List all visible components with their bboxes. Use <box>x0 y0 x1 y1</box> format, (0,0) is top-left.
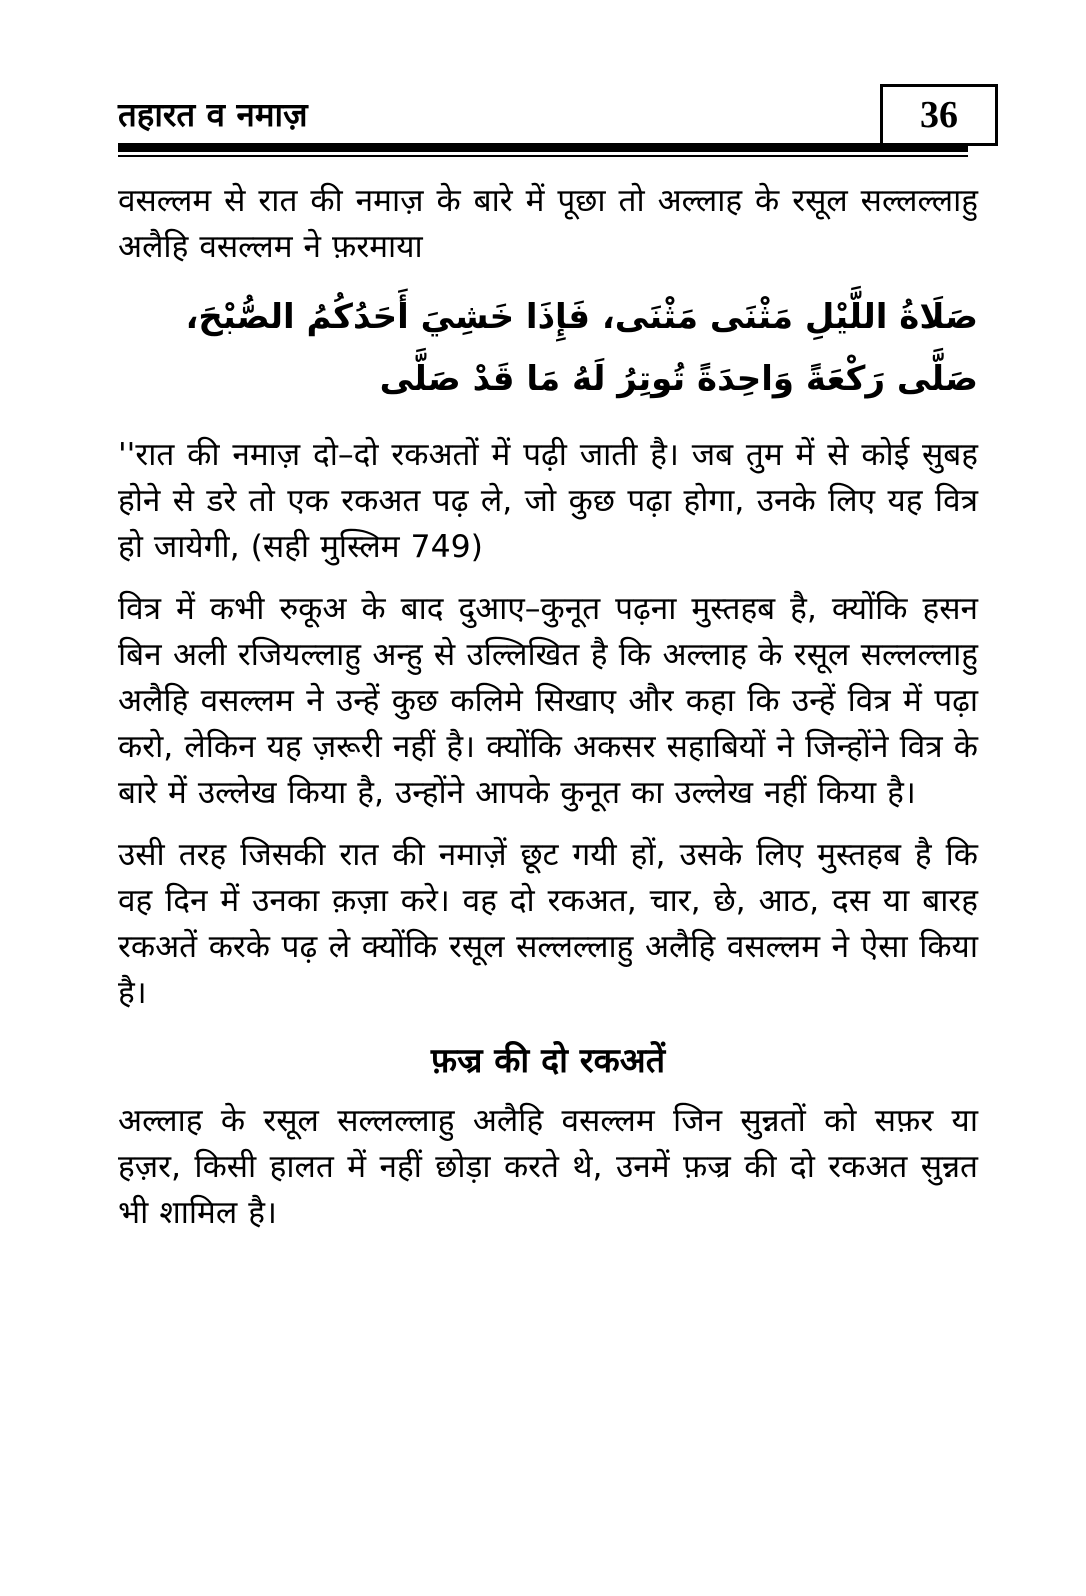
paragraph-fajr: अल्लाह के रसूल सल्लल्लाहु अलैहि वसल्लम जिन सुन्नतों को सफ़र या हज़र, किसी हालत में नहीं छोड़ा करते थे, उनमें फ़ज्र की दो रकअत सुन्नत भी शामिल है। <box>118 1103 978 1231</box>
paragraph-continued: वसल्लम से रात की नमाज़ के बारे में पूछा तो अल्लाह के रसूल सल्लल्लाहु अलैहि वसल्लम ने फ़रमाया <box>118 183 978 265</box>
hadith-translation: ''रात की नमाज़ दो–दो रकअतों में पढ़ी जाती है। जब तुम में से कोई सुबह होने से डरे तो एक रकअत पढ़ ले, जो कुछ पढ़ा होगा, उनके लिए यह वित्र हो जायेगी, (सही मुस्लिम 749) <box>118 437 978 565</box>
header-rule-thin <box>118 155 968 157</box>
page-content <box>118 178 978 1252</box>
page-header <box>0 0 1086 170</box>
paragraph-qunoot: वित्र में कभी रुकूअ के बाद दुआए–कुनूत पढ़ना मुस्तहब है, क्योंकि हसन बिन अली रजियल्लाहु अन्हु से उल्लिखित है कि अल्लाह के रसूल सल्लल्लाहु अलैहि वसल्लम ने उन्हें कुछ कलिमे सिखाए और कहा कि उन्हें वित्र में पढ़ा करो, लेकिन यह ज़रूरी नहीं है। क्योंकि अकसर सहाबियों ने जिन्होंने वित्र के बारे में उल्लेख किया है, उन्होंने आपके कुनूत का उल्लेख नहीं किया है। <box>118 591 978 811</box>
page-number-box <box>880 84 998 146</box>
header-rule-thick <box>118 143 968 152</box>
page-number: 36 <box>920 94 958 136</box>
paragraph-qaza: उसी तरह जिसकी रात की नमाज़ें छूट गयी हों, उसके लिए मुस्तहब है कि वह दिन में उनका क़ज़ा करे। वह दो रकअत, चार, छे, आठ, दस या बारह रकअतें करके पढ़ ले क्योंकि रसूल सल्लल्लाहु अलैहि वसल्लम ने ऐसा किया है। <box>118 837 978 1011</box>
hadith-arabic-text: صَلَاةُ اللَّيْلِ مَثْنَى مَثْنَى، فَإِذَا خَشِيَ أَحَدُكُمُ الصُّبْحَ، صَلَّى رَكْعَةً وَاحِدَةً تُوتِرُ لَهُ مَا قَدْ صَلَّى <box>185 297 978 399</box>
running-head-title: तहारत व नमाज़ <box>118 95 308 134</box>
section-heading-fajr: फ़ज्र की दो रकअतें <box>430 1041 666 1081</box>
